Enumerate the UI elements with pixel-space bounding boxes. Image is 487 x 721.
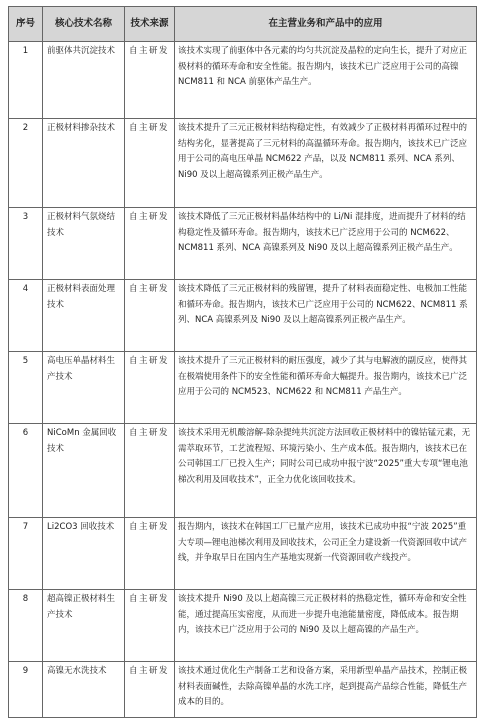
row-application: 报告期内，该技术在韩国工厂已量产应用，该技术已成功申报“宁波 2025”重大专项—锂电池梯次利用及回收技术，公司正全力建设新一代资源回收中试产线，并争取早日在国内生产基地实现新一代资源回收产线投产。 [175, 518, 477, 590]
row-application: 该技术降低了三元正极材料晶体结构中的 Li/Ni 混排度，进而提升了材料的结构稳定性及循环寿命。报告期内，该技术已广泛应用于公司的 NCM622、NCM811 系列、NCA 高镍系列及 Ni90 及以上超高镍系列正极产品生产。 [175, 208, 477, 280]
header-application: 在主营业务和产品中的应用 [175, 7, 477, 42]
row-num: 3 [9, 208, 43, 280]
header-tech-name: 核心技术名称 [43, 7, 125, 42]
table-row [9, 518, 477, 590]
row-application: 该技术降低了三元正极材料的残留锂，提升了材料表面稳定性、电极加工性能和循环寿命。报告期内，该技术已广泛应用于公司的 NCM622、NCM811 系列、NCA 高镍系列及 Ni90 及以上超高镍系列正极产品生产。 [175, 280, 477, 352]
row-num: 8 [9, 590, 43, 662]
row-tech-name: 高电压单晶材料生产技术 [43, 352, 125, 424]
table-row [9, 280, 477, 352]
table-row [9, 590, 477, 662]
row-tech-source: 自主研发 [125, 42, 175, 119]
row-tech-name: 正极材料表面处理技术 [43, 280, 125, 352]
row-application: 该技术提升了三元正极材料的耐压强度，减少了其与电解液的副反应，使得其在极端使用条件下的安全性能和循环寿命大幅提升。报告期内，该技术已广泛应用于公司的 NCM523、NCM622 和 NCM811 产品生产。 [175, 352, 477, 424]
core-technology-table [8, 6, 477, 718]
table-row [9, 42, 477, 119]
row-num: 1 [9, 42, 43, 119]
row-tech-source: 自主研发 [125, 280, 175, 352]
row-application: 该技术采用无机酸溶解-除杂提纯共沉淀方法回收正极材料中的镍钴锰元素，无需萃取环节，工艺流程短、环境污染小、生产成本低。报告期内，该技术已在公司韩国工厂已投入生产；同时公司已成功申报宁波“2025”重大专项“锂电池梯次利用及回收技术”，正全力优化该回收技术。 [175, 424, 477, 518]
row-tech-source: 自主研发 [125, 208, 175, 280]
row-tech-source: 自主研发 [125, 518, 175, 590]
row-application: 该技术提升 Ni90 及以上超高镍三元正极材料的热稳定性，循环寿命和安全性能，通过提高压实密度，从而进一步提升电池能量密度，降低成本。报告期内，该技术已广泛应用于公司的 Ni90 及以上超高镍的产品生产。 [175, 590, 477, 662]
row-num: 4 [9, 280, 43, 352]
row-tech-name: NiCoMn 金属回收技术 [43, 424, 125, 518]
table-row [9, 424, 477, 518]
table-row [9, 662, 477, 718]
row-tech-source: 自主研发 [125, 352, 175, 424]
table-header-row [9, 7, 477, 42]
header-tech-source: 技术来源 [125, 7, 175, 42]
row-application: 该技术实现了前驱体中各元素的均匀共沉淀及晶粒的定向生长，提升了对应正极材料的循环寿命和安全性能。报告期内，该技术已广泛应用于公司的高镍 NCM811 和 NCA 前驱体产品生产。 [175, 42, 477, 119]
row-tech-source: 自主研发 [125, 424, 175, 518]
row-num: 5 [9, 352, 43, 424]
row-num: 2 [9, 119, 43, 208]
table-row [9, 352, 477, 424]
row-application: 该技术通过优化生产制备工艺和设备方案，采用新型单晶产品技术，控制正极材料表面碱性，去除高镍单晶的水洗工序，起到提高产品综合性能，降低生产成本的目的。 [175, 662, 477, 718]
row-tech-name: 正极材料掺杂技术 [43, 119, 125, 208]
row-tech-name: Li2CO3 回收技术 [43, 518, 125, 590]
table-row [9, 119, 477, 208]
row-tech-source: 自主研发 [125, 119, 175, 208]
row-tech-name: 超高镍正极材料生产技术 [43, 590, 125, 662]
row-tech-source: 自主研发 [125, 590, 175, 662]
row-tech-name: 正极材料气氛烧结技术 [43, 208, 125, 280]
row-tech-name: 高镍无水洗技术 [43, 662, 125, 718]
row-tech-source: 自主研发 [125, 662, 175, 718]
row-num: 6 [9, 424, 43, 518]
row-tech-name: 前驱体共沉淀技术 [43, 42, 125, 119]
header-num: 序号 [9, 7, 43, 42]
row-application: 该技术提升了三元正极材料结构稳定性，有效减少了正极材料再循环过程中的结构劣化，显著提高了三元材料的高温循环寿命。报告期内，该技术已广泛应用于公司的高电压单晶 NCM622 产品，以及 NCM811 系列、NCA 系列、Ni90 及以上超高镍系列正极产品生产。 [175, 119, 477, 208]
row-num: 9 [9, 662, 43, 718]
row-num: 7 [9, 518, 43, 590]
table-row [9, 208, 477, 280]
